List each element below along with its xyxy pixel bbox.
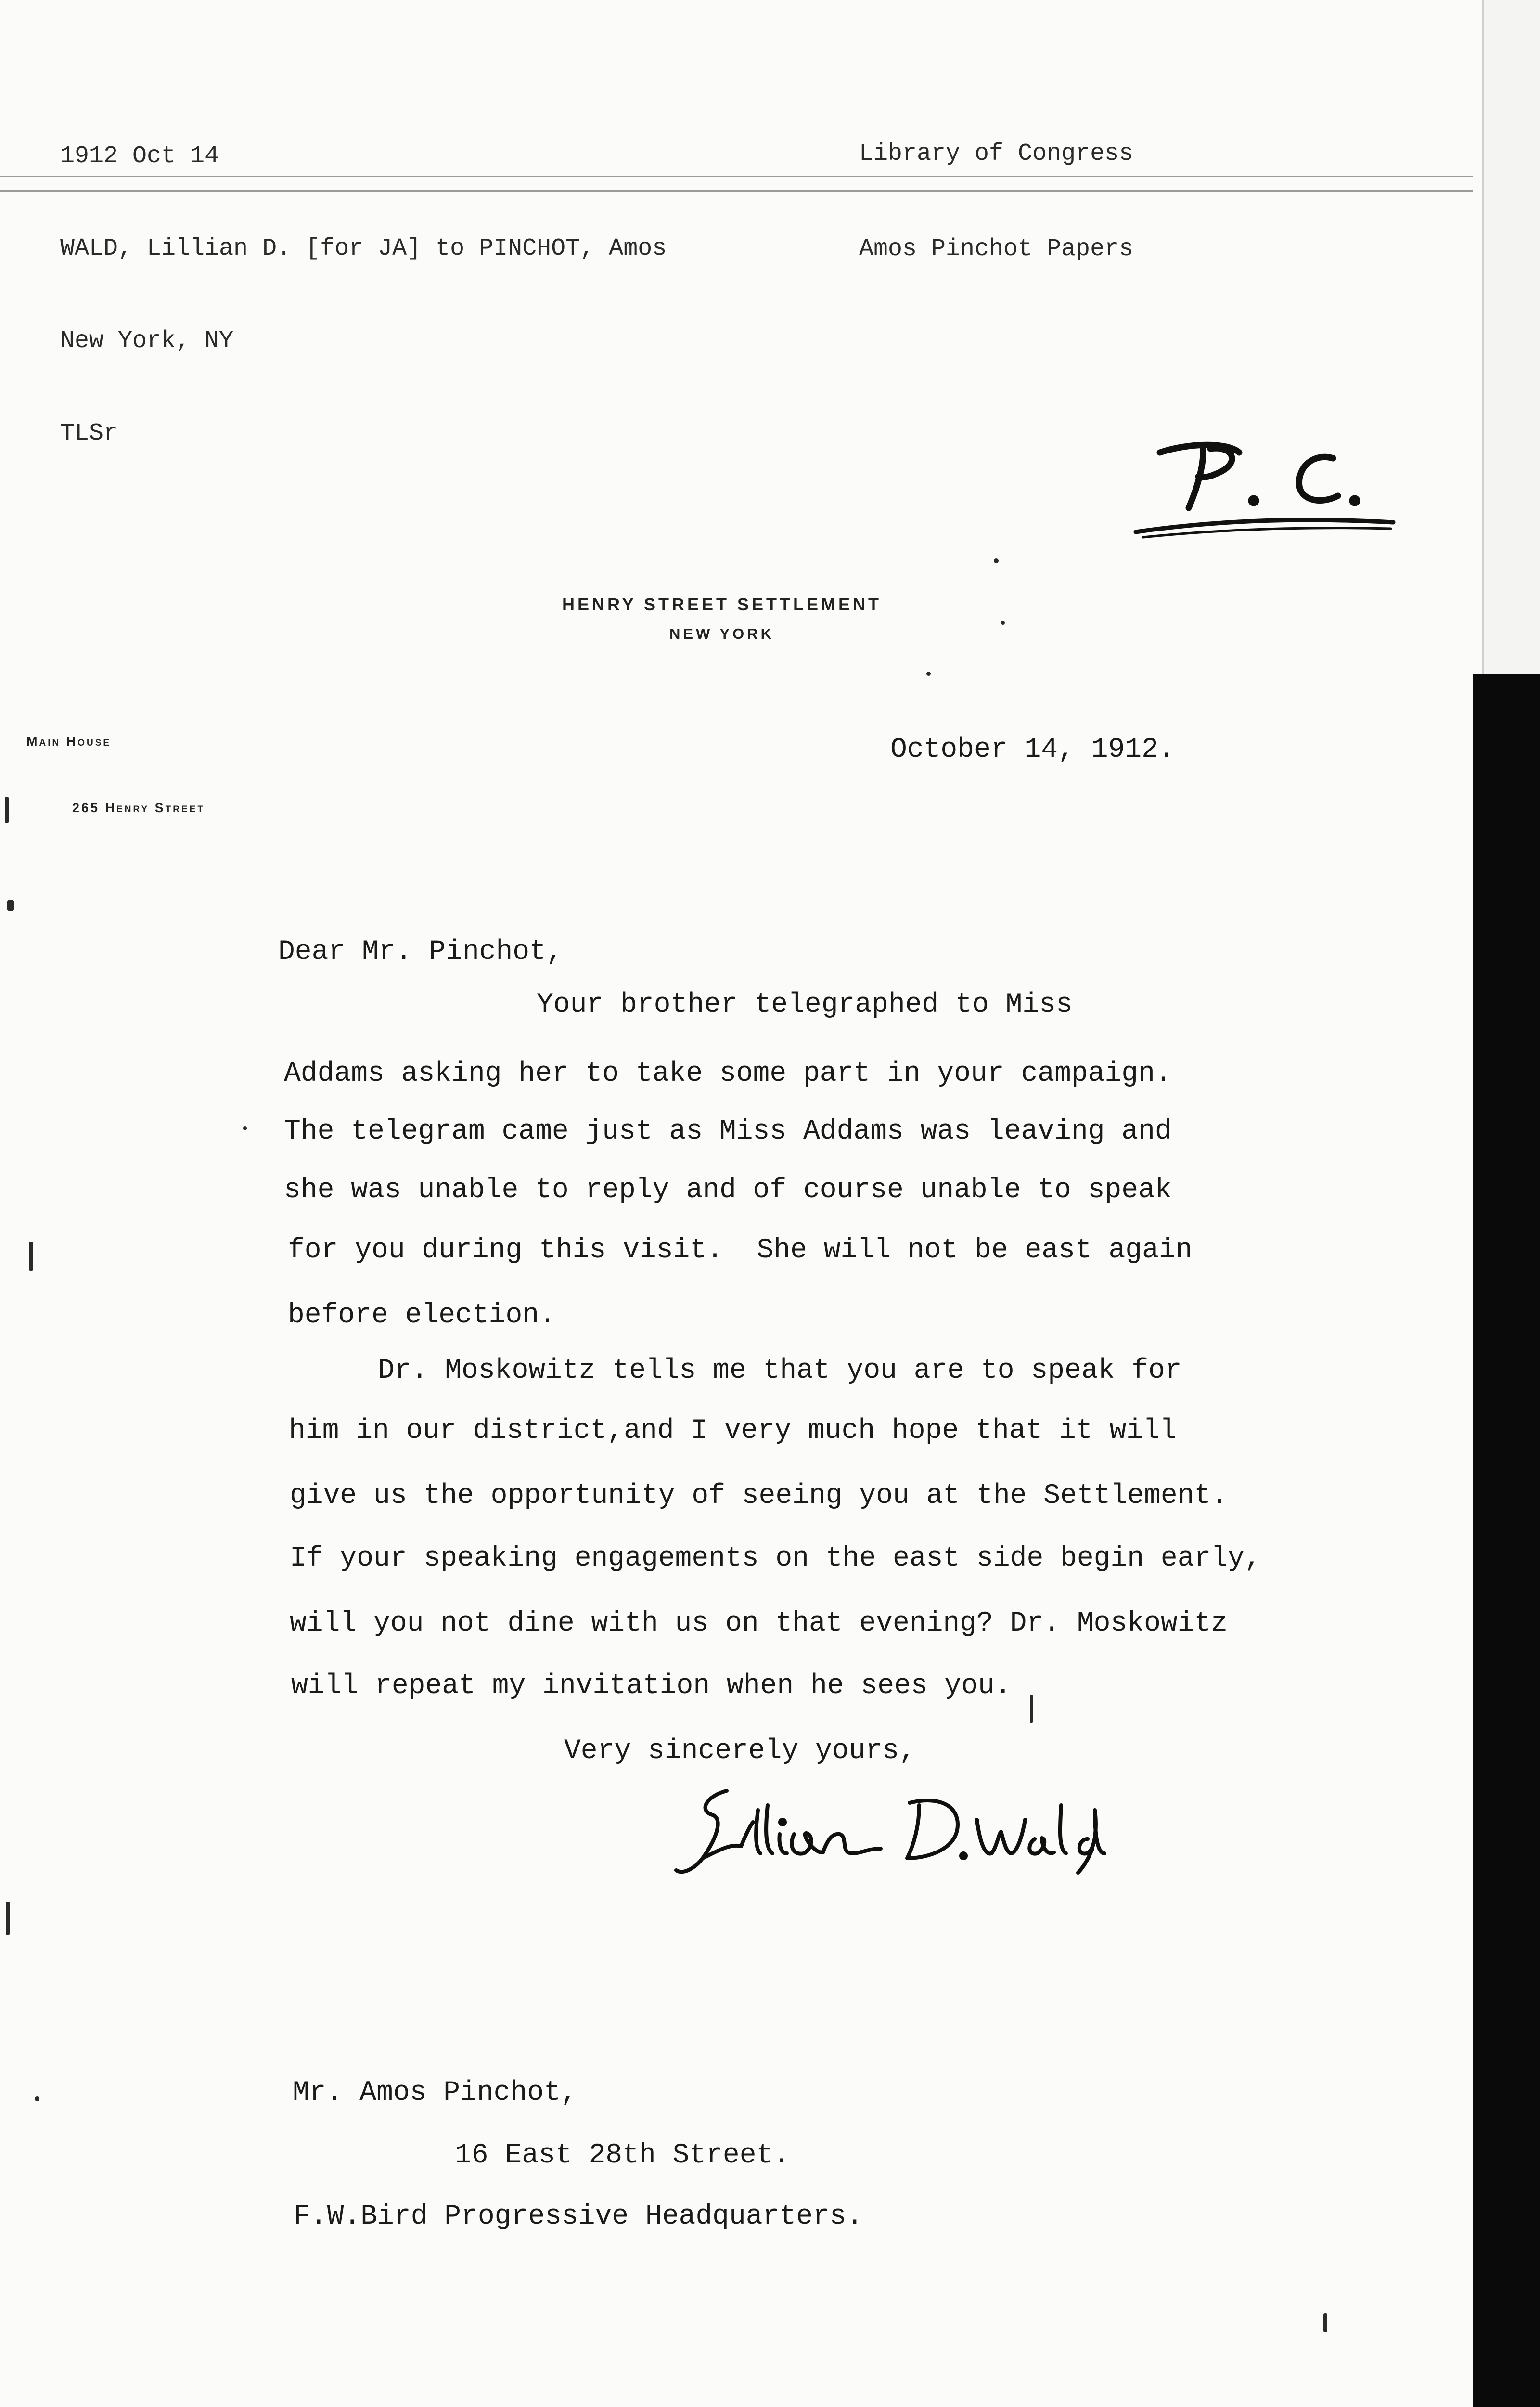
scanner-margin-dark	[1473, 674, 1540, 2407]
scanner-margin-light	[1482, 0, 1540, 674]
scan-speck	[29, 1242, 33, 1271]
scan-speck	[243, 1126, 247, 1130]
letter-line: give us the opportunity of seeing you at the Settlement.	[290, 1480, 1228, 1512]
letterhead-address	[26, 686, 205, 863]
letter-line: before election.	[288, 1300, 556, 1331]
catalog-archive	[859, 75, 1133, 329]
catalog-correspondents: WALD, Lillian D. [for JA] to PINCHOT, Amos	[60, 235, 667, 262]
letterhead	[505, 595, 938, 643]
letter-line: him in our district,and I very much hope that it will	[289, 1415, 1177, 1447]
scan-speck	[7, 900, 14, 911]
addressee-name: Mr. Amos Pinchot,	[293, 2077, 578, 2109]
handwritten-signature	[669, 1776, 1131, 1887]
addressee-street: 16 East 28th Street.	[455, 2140, 790, 2171]
catalog-format: TLSr	[60, 420, 118, 447]
letter-line: will you not dine with us on that evening? Dr. Moskowitz	[290, 1608, 1228, 1639]
letter-line: If your speaking engagements on the east side begin early,	[290, 1543, 1261, 1574]
scan-speck	[994, 558, 999, 563]
addressee-headquarters: F.W.Bird Progressive Headquarters.	[294, 2201, 863, 2232]
letterhead-address-line2: 265 Henry Street	[72, 801, 205, 815]
letter-line: Dr. Moskowitz tells me that you are to speak for	[378, 1355, 1182, 1386]
handwritten-initials-annotation	[1131, 424, 1400, 544]
letter-line: for you during this visit. She will not be east again	[288, 1235, 1193, 1266]
letter-line: Your brother telegraphed to Miss	[537, 989, 1073, 1021]
catalog-rule	[0, 176, 1473, 177]
letterhead-address-line1: Main House	[26, 734, 112, 749]
letterhead-city: NEW YORK	[669, 625, 774, 642]
letter-date: October 14, 1912.	[890, 734, 1175, 765]
scan-speck	[5, 797, 9, 823]
letter-line: The telegram came just as Miss Addams was leaving and	[284, 1116, 1172, 1147]
scan-speck	[1030, 1695, 1033, 1723]
scan-speck	[926, 672, 931, 676]
archive-institution: Library of Congress	[859, 140, 1134, 168]
letterhead-organization: HENRY STREET SETTLEMENT	[562, 595, 882, 614]
scan-speck	[35, 2096, 39, 2101]
letter-line: will repeat my invitation when he sees you.	[291, 1670, 1012, 1702]
catalog-place: New York, NY	[60, 327, 234, 355]
catalog-record	[60, 79, 667, 511]
letter-line: Addams asking her to take some part in your campaign.	[284, 1058, 1172, 1089]
letter-line: she was unable to reply and of course unable to speak	[284, 1175, 1172, 1206]
archive-collection: Amos Pinchot Papers	[859, 235, 1134, 263]
catalog-rule	[0, 190, 1473, 192]
letter-closing: Very sincerely yours,	[564, 1735, 916, 1767]
catalog-date: 1912 Oct 14	[60, 142, 219, 170]
scan-speck	[6, 1902, 10, 1935]
scan-speck	[1323, 2313, 1327, 2332]
letter-salutation: Dear Mr. Pinchot,	[278, 936, 563, 968]
scan-speck	[1001, 621, 1005, 625]
